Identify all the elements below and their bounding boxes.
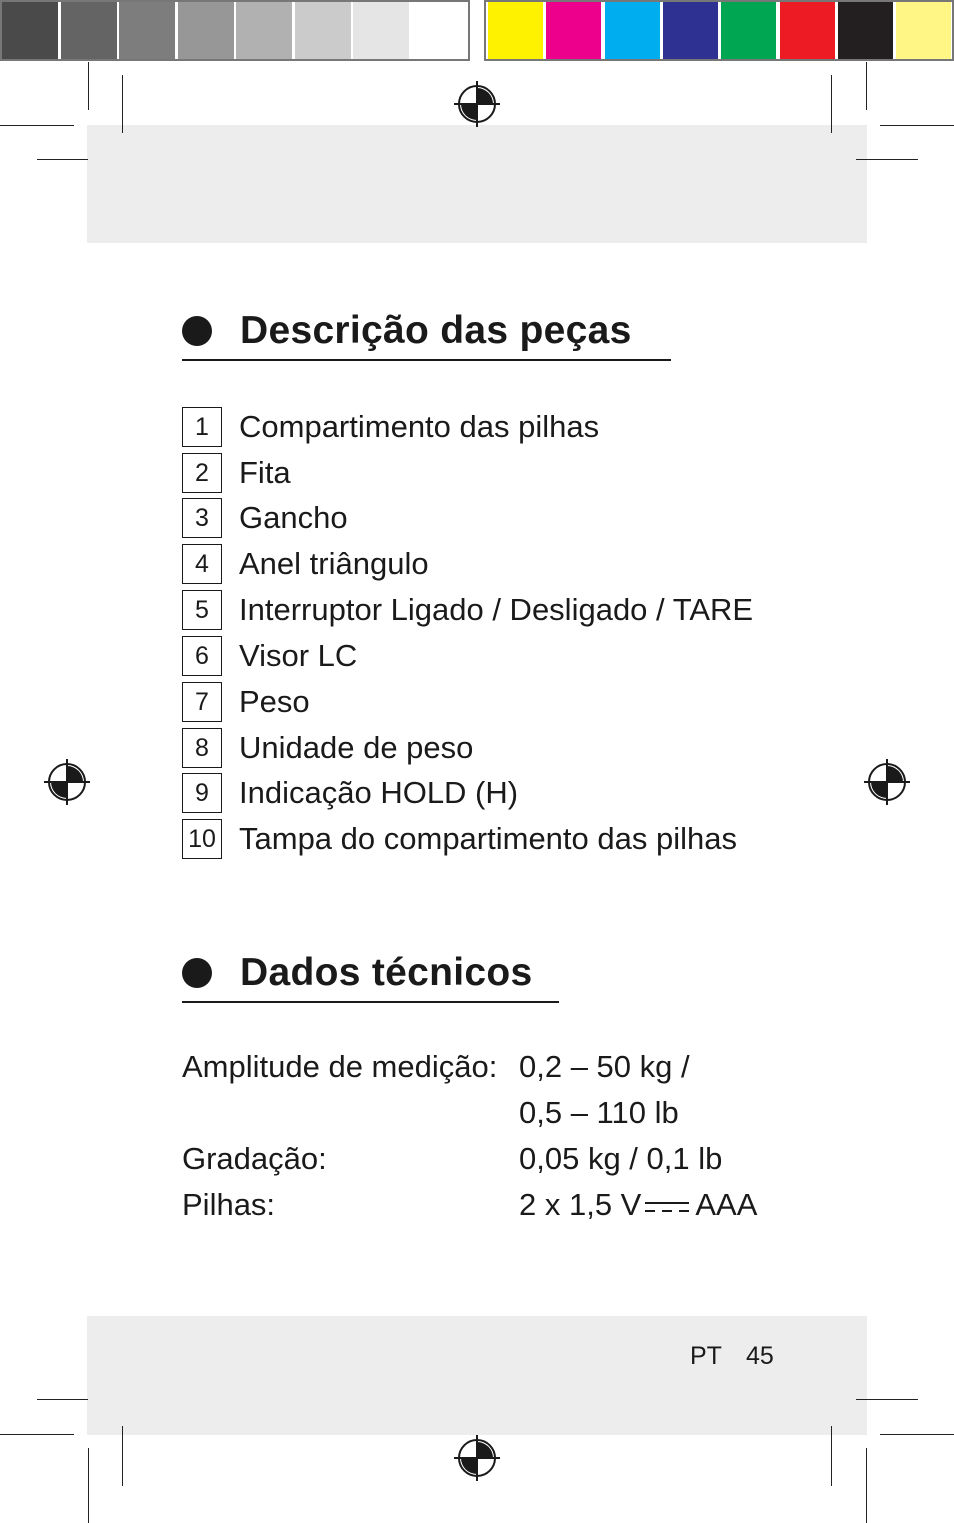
direct-current-icon xyxy=(645,1200,689,1214)
list-item xyxy=(182,497,348,539)
tech-label: Amplitude de medição: xyxy=(182,1049,498,1084)
item-label: Peso xyxy=(239,684,310,719)
bullet-icon xyxy=(182,958,212,988)
list-item xyxy=(182,452,291,494)
footer-language: PT xyxy=(690,1342,722,1370)
gray-swatch xyxy=(353,2,409,59)
gray-swatch xyxy=(178,2,234,59)
item-number: 10 xyxy=(182,819,222,859)
item-number: 7 xyxy=(182,682,222,722)
item-label: Gancho xyxy=(239,500,348,535)
item-label: Visor LC xyxy=(239,638,358,673)
parts-heading xyxy=(182,309,632,353)
list-item xyxy=(182,727,473,769)
tech-label: Pilhas: xyxy=(182,1187,276,1222)
footer-band xyxy=(87,1316,867,1435)
item-label: Tampa do compartimento das pilhas xyxy=(239,821,737,856)
tech-title: Dados técnicos xyxy=(240,951,533,994)
parts-heading-underline xyxy=(182,359,671,361)
registration-mark-icon xyxy=(452,79,502,129)
battery-type: AAA xyxy=(695,1187,758,1222)
color-swatch xyxy=(896,2,951,59)
gray-swatch xyxy=(61,2,117,59)
gray-swatch xyxy=(119,2,175,59)
item-number: 2 xyxy=(182,453,222,493)
list-item xyxy=(182,818,737,860)
list-item xyxy=(182,406,599,448)
item-number: 3 xyxy=(182,498,222,538)
gray-swatch xyxy=(2,2,58,59)
gray-swatch xyxy=(236,2,292,59)
gray-swatch xyxy=(412,2,468,59)
tech-heading-underline xyxy=(182,1001,559,1003)
item-label: Fita xyxy=(239,455,291,490)
tech-value: 0,05 kg / 0,1 lb xyxy=(519,1141,723,1176)
header-band xyxy=(87,125,867,243)
bullet-icon xyxy=(182,316,212,346)
list-item xyxy=(182,589,753,631)
list-item xyxy=(182,635,357,677)
gray-swatch xyxy=(295,2,351,59)
color-swatch xyxy=(488,2,543,59)
battery-voltage: 2 x 1,5 V xyxy=(519,1187,642,1222)
list-item xyxy=(182,772,518,814)
tech-heading xyxy=(182,951,532,995)
parts-title: Descrição das peças xyxy=(240,309,632,352)
tech-value xyxy=(519,1187,757,1223)
color-swatch xyxy=(780,2,835,59)
tech-value: 0,2 – 50 kg / xyxy=(519,1049,690,1084)
page-number: 45 xyxy=(746,1342,774,1370)
color-swatch xyxy=(546,2,601,59)
item-label: Anel triângulo xyxy=(239,546,429,581)
item-label: Interruptor Ligado / Desligado / TARE xyxy=(239,592,754,627)
item-number: 1 xyxy=(182,407,222,447)
item-number: 6 xyxy=(182,636,222,676)
item-label: Compartimento das pilhas xyxy=(239,409,600,444)
registration-mark-icon xyxy=(862,757,912,807)
item-number: 9 xyxy=(182,773,222,813)
color-swatch xyxy=(663,2,718,59)
list-item xyxy=(182,543,429,585)
item-label: Indicação HOLD (H) xyxy=(239,775,519,810)
registration-mark-icon xyxy=(452,1433,502,1483)
item-label: Unidade de peso xyxy=(239,730,474,765)
item-number: 5 xyxy=(182,590,222,630)
tech-label: Gradação: xyxy=(182,1141,327,1176)
registration-mark-icon xyxy=(42,757,92,807)
list-item xyxy=(182,681,310,723)
color-swatch xyxy=(605,2,660,59)
item-number: 4 xyxy=(182,544,222,584)
tech-value: 0,5 – 110 lb xyxy=(519,1095,679,1130)
color-swatch xyxy=(838,2,893,59)
item-number: 8 xyxy=(182,728,222,768)
color-swatch xyxy=(721,2,776,59)
